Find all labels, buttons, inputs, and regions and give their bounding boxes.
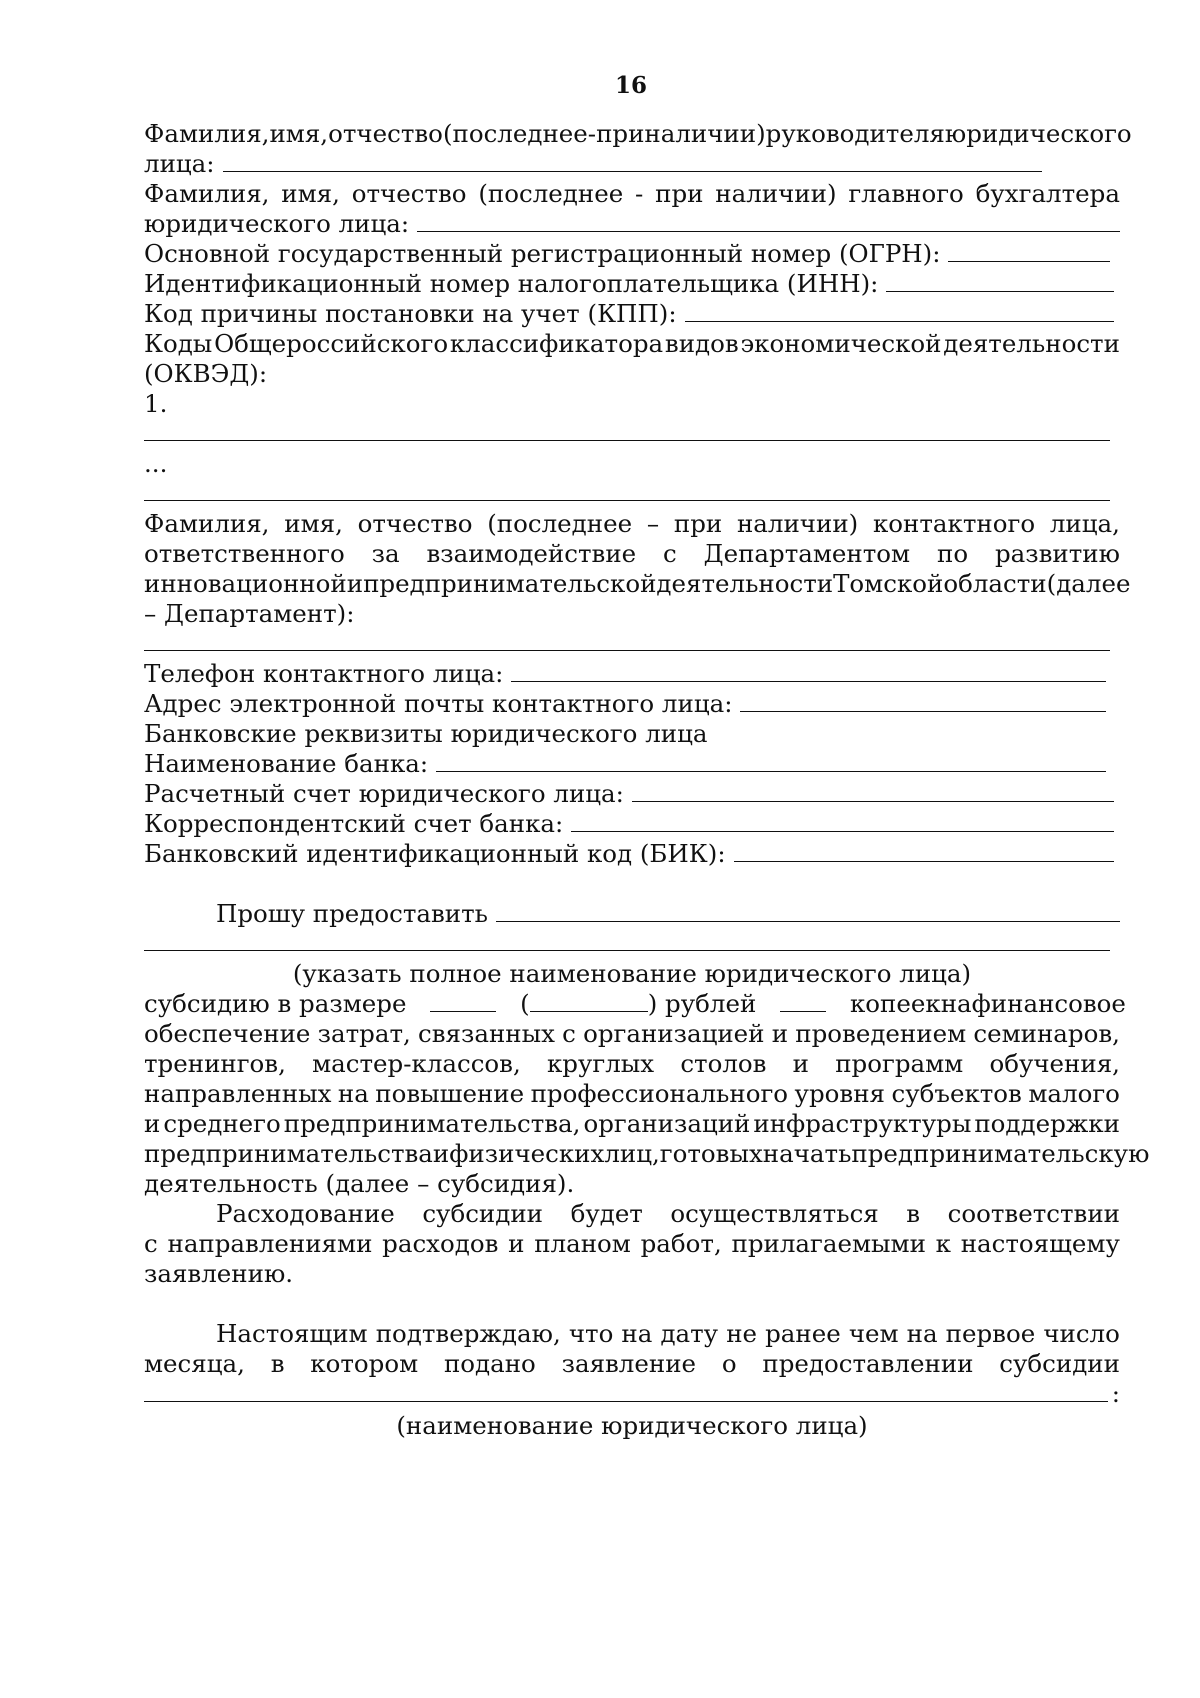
subsidy-line-6 [144,1138,1150,1170]
contact-label-end: – Департамент): [144,599,355,628]
correspondent-account-blank[interactable] [571,811,1114,832]
subsidy-line-5 [144,1108,1120,1140]
confirm-line-2-word: месяца, [144,1349,245,1378]
contact-line-1-word: – [646,509,660,538]
contact-line-1 [144,508,1120,540]
request-label: Прошу предоставить [216,899,489,928]
inn-line [144,268,1114,300]
chief-accountant-line-1-word: отчество [351,179,467,208]
subsidy-line-7-text: деятельность (далее – субсидия). [144,1169,575,1198]
confirm-line-1-word: на [621,1319,653,1348]
okved-label: (ОКВЭД): [144,359,268,388]
chief-accountant-line-1-word: имя, [281,179,340,208]
ogrn-label: Основной государственный регистрационный номер (ОГРН): [144,239,941,268]
subsidy-line-2-word: организацией [583,1019,765,1048]
contact-line-4 [144,598,1120,630]
request-line [144,898,1120,930]
subsidy-line-3-word: и [792,1049,810,1078]
caption-full-name-line [144,958,1120,990]
subsidy-line-2-word: с [562,1019,576,1048]
phone-label: Телефон контактного лица: [144,659,504,688]
confirm-entity-blank[interactable] [144,1381,1108,1402]
confirm-line-2-word: в [270,1349,285,1378]
chief-accountant-line-1-word: при [655,179,704,208]
okved-line-1 [144,328,1120,360]
subsidy-line-3-word: столов [680,1049,767,1078]
head-name-line-1-word: наличии) [644,119,766,148]
subsidy-line-5-word: и [144,1109,161,1138]
subsidy-line-6-word: предпринимательскую [851,1139,1150,1168]
confirm-line-3 [144,1378,1120,1410]
confirm-line-1-word: число [1043,1319,1120,1348]
contact-line-3-word: области [943,569,1047,598]
subsidy-size-label: субсидию в размере [144,989,407,1018]
subsidy-amount-words-blank[interactable] [530,991,648,1012]
contact-line-1-word: отчество [357,509,473,538]
bank-name-blank[interactable] [436,751,1106,772]
spending-line-3 [144,1258,1120,1290]
subsidy-line-6-word: и [432,1139,450,1168]
head-name-blank[interactable] [223,151,1042,172]
subsidy-line-4-word: профессионального [530,1079,789,1108]
contact-line-1-word: наличии) [736,509,859,538]
confirm-line-1-word: что [568,1319,614,1348]
email-label: Адрес электронной почты контактного лица: [144,689,733,718]
okved-line-1-word: экономической [740,329,942,358]
settlement-account-line [144,778,1114,810]
contact-line-3-word: предпринимательской [363,569,657,598]
subsidy-line-6-word: готовых [659,1139,763,1168]
head-name-line-1-word: отчество [328,119,443,148]
request-entity-blank-2[interactable] [144,950,1110,951]
subsidy-line-3-word: программ [835,1049,964,1078]
contact-line-2-word: ответственного [144,539,345,568]
head-name-line-1-word: руководителя [765,119,945,148]
confirm-line-2-word: подано [443,1349,536,1378]
subsidy-line-4-word: на [337,1079,369,1108]
subsidy-line-2-word: затрат, [317,1019,411,1048]
head-name-line-1-word: - [587,119,597,148]
confirm-line-2 [144,1348,1120,1380]
chief-accountant-line-1-word: главного [848,179,964,208]
contact-line-3-word: и [346,569,364,598]
subsidy-amount-blank[interactable] [430,991,496,1012]
subsidy-line-3-word: круглых [546,1049,655,1078]
contact-line-1-word: контактного [872,509,1036,538]
inn-blank[interactable] [886,271,1114,292]
chief-accountant-line-1-word: наличии) [715,179,837,208]
phone-line [144,658,1106,690]
head-name-label: лица: [144,149,215,178]
email-line [144,688,1106,720]
bank-name-label: Наименование банка: [144,749,429,778]
okved-line-1-word: деятельности [943,329,1120,358]
caption-full-name: (указать полное наименование юридического лица) [292,959,972,988]
confirm-line-1-word: первое [945,1319,1036,1348]
confirm-line-2-word: субсидии [999,1349,1120,1378]
contact-line-3-word: инновационной [144,569,347,598]
okved-line-1-word: Коды [144,329,213,358]
kpp-line [144,298,1114,330]
head-name-line-2 [144,148,1042,180]
correspondent-account-label: Корреспондентский счет банка: [144,809,564,838]
spending-line-2 [144,1228,1120,1260]
contact-line-1-word: при [673,509,723,538]
head-name-line-1 [144,118,1132,150]
page-number: 16 [614,72,647,99]
subsidy-line-5-word: предпринимательства, [283,1109,581,1138]
subsidy-line-4-word: малого [1028,1079,1120,1108]
kpp-label: Код причины постановки на учет (КПП): [144,299,677,328]
email-blank[interactable] [740,691,1106,712]
correspondent-account-line [144,808,1114,840]
spending-line-2-word: и [508,1229,525,1258]
kpp-blank[interactable] [685,301,1114,322]
confirm-line-1-word: Настоящим [216,1319,368,1348]
subsidy-line-3-word: обучения, [989,1049,1120,1078]
rubles-label: ) рублей [647,989,757,1018]
subsidy-line-2-word: связанных [418,1019,555,1048]
okved-line-1-word: Общероссийского [214,329,449,358]
head-name-line-1-word: при [596,119,645,148]
subsidy-line-7 [144,1168,1120,1200]
subsidy-line-4-word: субъектов [891,1079,1022,1108]
contact-name-blank[interactable] [144,650,1110,651]
subsidy-line-6-word: лиц, [604,1139,660,1168]
subsidy-line-1-tail-word: копеек [849,989,941,1018]
spending-line-1-word: будет [570,1199,643,1228]
contact-line-2-word: за [371,539,400,568]
okved-item-n-blank[interactable] [144,500,1110,501]
contact-line-2-word: с [663,539,677,568]
spending-line-1-word: Расходование [216,1199,395,1228]
confirm-line-1-word: подтверждаю, [375,1319,561,1348]
ogrn-blank[interactable] [948,241,1110,262]
confirm-line-1-word: дату [660,1319,719,1348]
contact-line-2-word: Департаментом [703,539,911,568]
subsidy-line-4-word: уровня [794,1079,885,1108]
subsidy-line-2-word: семинаров, [973,1019,1120,1048]
bank-details-heading [144,718,1120,750]
confirm-line-1-word: ранее [765,1319,841,1348]
spending-line-2-word: настоящему [960,1229,1120,1258]
spending-line-1-word: соответствии [947,1199,1120,1228]
spending-line-2-word: к [935,1229,951,1258]
spending-line-2-word: планом [534,1229,631,1258]
spending-line-2-word: с [144,1229,158,1258]
subsidy-line-4 [144,1078,1120,1110]
chief-accountant-line-1-word: - [635,179,644,208]
okved-line-2 [144,358,1120,390]
okved-item-1 [144,388,1120,420]
subsidy-line-3-word: тренингов, [144,1049,286,1078]
confirm-line-2-word: предоставлении [762,1349,974,1378]
chief-accountant-line-1-word: (последнее [478,179,624,208]
subsidy-line-1-tail-word: на [940,989,972,1018]
contact-line-1-word: (последнее [487,509,633,538]
confirm-line-1-word: на [906,1319,938,1348]
head-name-line-1-word: имя, [269,119,329,148]
inn-label: Идентификационный номер налогоплательщика (ИНН): [144,269,879,298]
spending-line-2-word: прилагаемыми [731,1229,926,1258]
bik-line [144,838,1114,870]
contact-line-3-word: (далее [1046,569,1131,598]
chief-accountant-line-1 [144,178,1120,210]
request-entity-blank[interactable] [496,901,1120,922]
chief-accountant-line-1-word: бухгалтера [975,179,1120,208]
subsidy-line-1 [144,988,1126,1020]
subsidy-line-2-word: и [771,1019,789,1048]
subsidy-line-6-word: начать [762,1139,852,1168]
confirm-line-1-word: чем [848,1319,899,1348]
contact-line-3 [144,568,1131,600]
head-name-line-1-word: (последнее [442,119,588,148]
settlement-account-blank[interactable] [632,781,1114,802]
contact-line-2-word: взаимодействие [426,539,637,568]
spending-line-1-word: в [906,1199,921,1228]
bank-name-line [144,748,1106,780]
subsidy-line-6-word: предпринимательства [144,1139,433,1168]
caption-name-line [144,1410,1120,1442]
phone-blank[interactable] [511,661,1106,682]
contact-line-2 [144,538,1120,570]
confirm-line-2-word: котором [310,1349,419,1378]
subsidy-line-4-word: направленных [144,1079,332,1108]
subsidy-line-5-word: поддержки [974,1109,1120,1138]
okved-line-1-word: классификатора [449,329,664,358]
chief-accountant-blank[interactable] [417,211,1120,232]
head-name-line-1-word: Фамилия, [144,119,270,148]
ogrn-line [144,238,1110,270]
subsidy-line-4-word: повышение [375,1079,525,1108]
okved-ellipsis-line [144,448,1120,480]
chief-accountant-line-2 [144,208,1120,240]
contact-line-1-word: имя, [284,509,343,538]
contact-line-1-word: Фамилия, [144,509,270,538]
contact-line-3-word: Томской [833,569,944,598]
subsidy-line-6-word: физических [449,1139,605,1168]
paren-open: ( [520,989,530,1018]
spending-line-2-word: расходов [382,1229,499,1258]
okved-item-1-blank[interactable] [144,440,1110,441]
bik-blank[interactable] [734,841,1114,862]
subsidy-line-2-word: проведением [795,1019,967,1048]
subsidy-line-1-tail-word: финансовое [971,989,1126,1018]
subsidy-line-5-word: инфраструктуры [753,1109,972,1138]
contact-line-1-word: лица, [1049,509,1120,538]
settlement-account-label: Расчетный счет юридического лица: [144,779,624,808]
subsidy-line-5-word: организаций [583,1109,751,1138]
subsidy-line-3 [144,1048,1120,1080]
spending-line-2-word: работ, [640,1229,722,1258]
confirm-line-2-word: заявление [561,1349,697,1378]
contact-line-2-word: развитию [994,539,1120,568]
caption-name: (наименование юридического лица) [396,1411,868,1440]
confirm-line-2-word: о [721,1349,737,1378]
okved-line-1-word: видов [664,329,739,358]
chief-accountant-label: юридического лица: [144,209,410,238]
head-name-line-1-word: юридического [944,119,1132,148]
confirm-line-1-word: не [726,1319,758,1348]
subsidy-line-5-word: среднего [163,1109,281,1138]
contact-line-2-word: по [936,539,969,568]
kopecks-blank[interactable] [780,991,826,1012]
subsidy-words-group [520,988,756,1020]
contact-line-3-word: деятельности [656,569,834,598]
bank-details-label: Банковские реквизиты юридического лица [144,719,708,748]
spending-line-2-word: направлениями [167,1229,373,1258]
spending-line-3-text: заявлению. [144,1259,294,1288]
bik-label: Банковский идентификационный код (БИК): [144,839,726,868]
subsidy-line-2 [144,1018,1120,1050]
subsidy-line-2-word: обеспечение [144,1019,311,1048]
confirm-line-1 [144,1318,1120,1350]
spending-line-1-word: субсидии [422,1199,544,1228]
chief-accountant-line-1-word: Фамилия, [144,179,270,208]
okved-ellipsis: ... [144,449,168,478]
confirm-colon: : [1111,1379,1120,1408]
spending-line-1 [144,1198,1120,1230]
okved-item-1-number: 1. [144,389,168,418]
subsidy-line-3-word: мастер-классов, [312,1049,521,1078]
spending-line-1-word: осуществляться [670,1199,879,1228]
subsidy-line-1-tail [849,988,1126,1020]
